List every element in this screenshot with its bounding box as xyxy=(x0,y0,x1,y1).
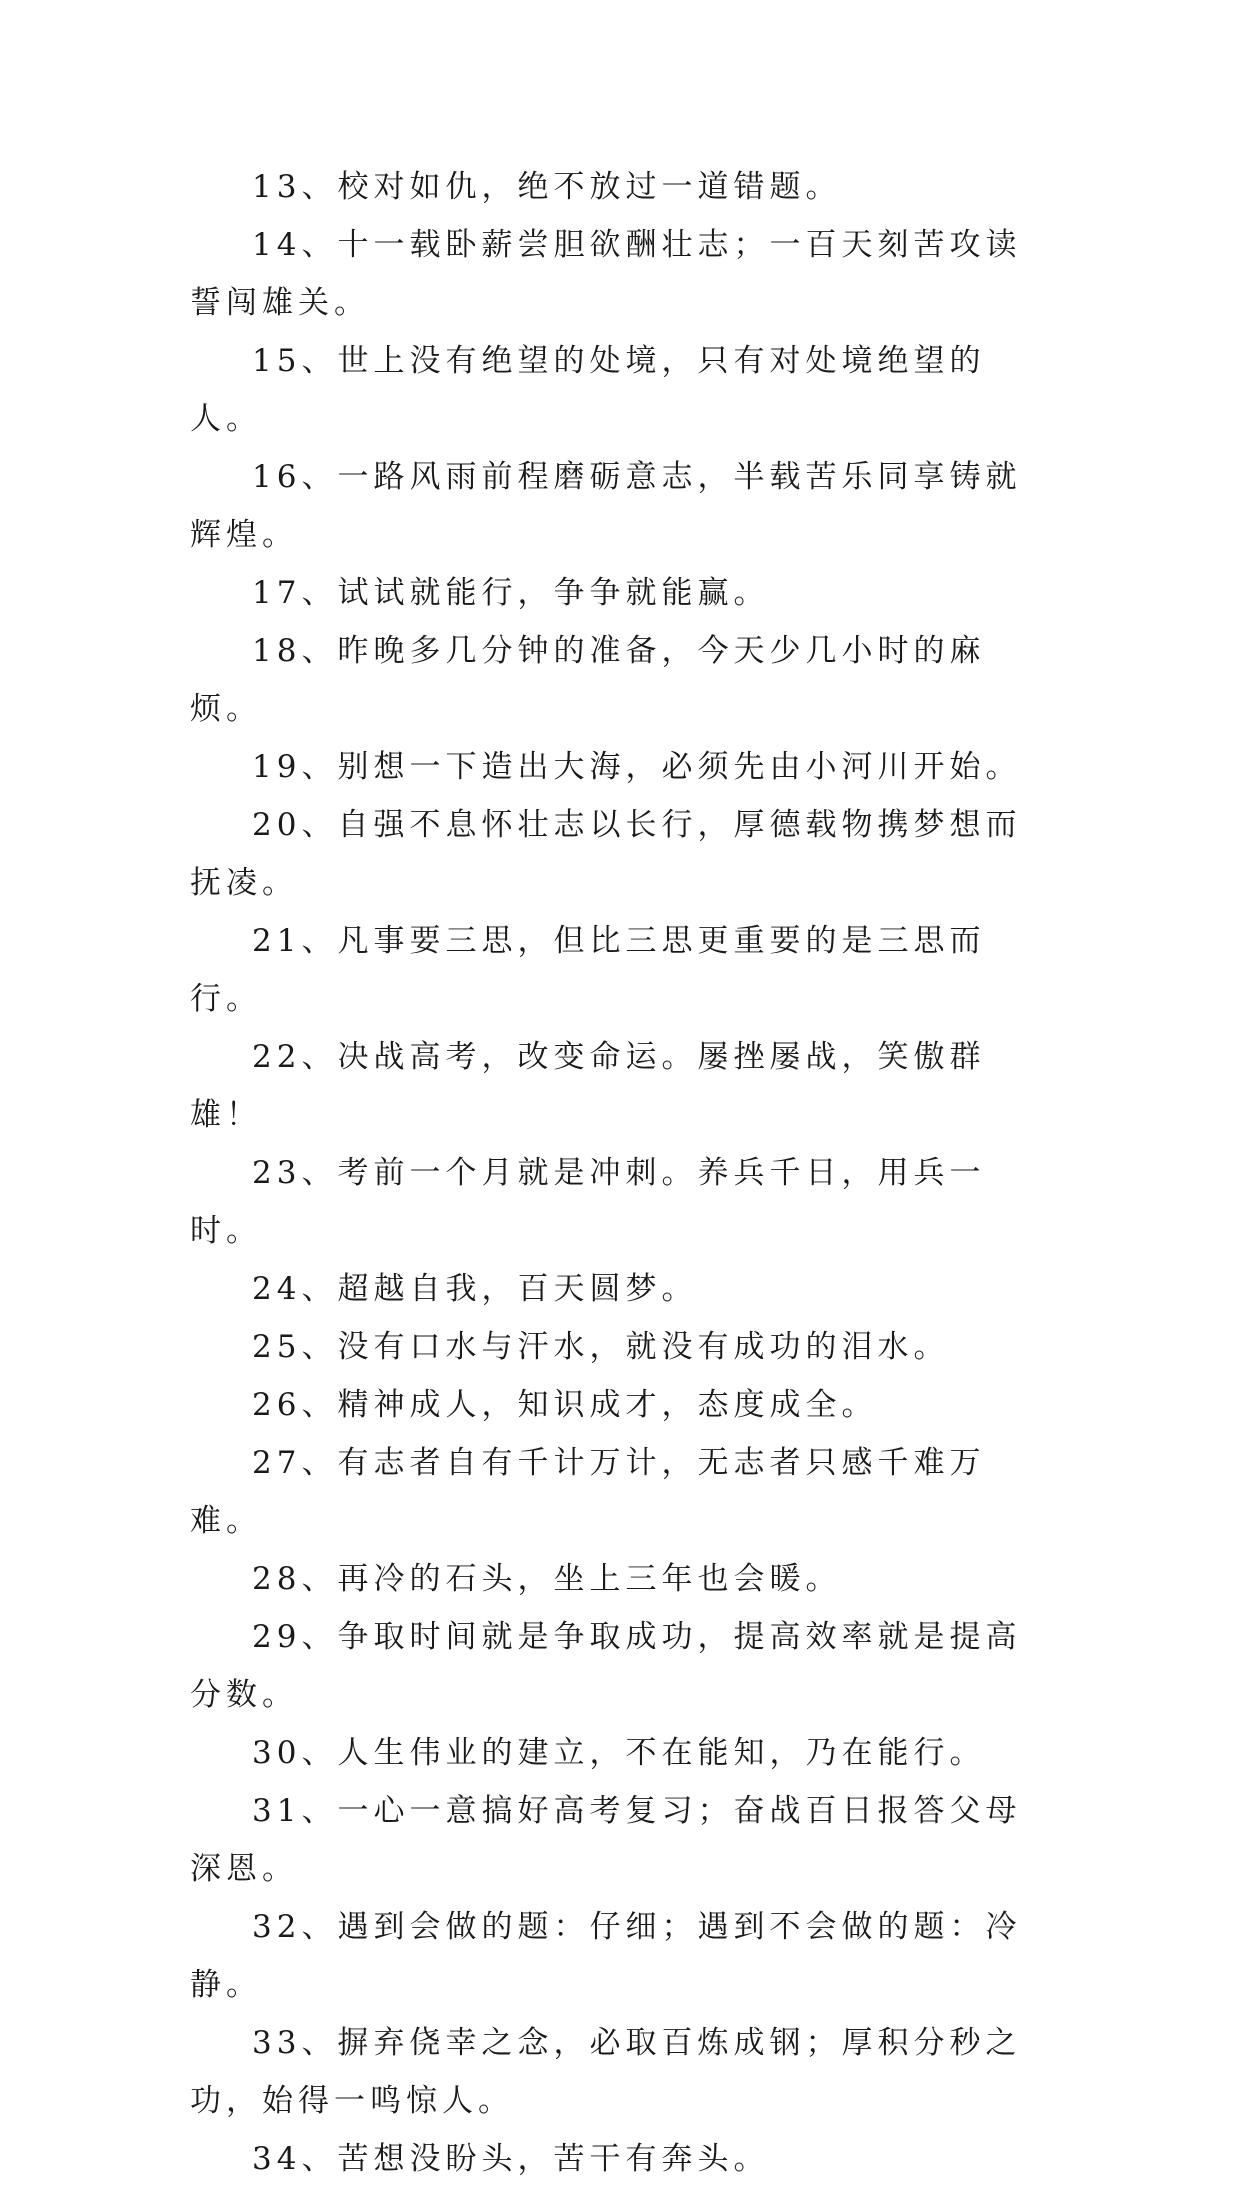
paragraph-23: 23、考前一个月就是冲刺。养兵千日，用兵一时。 xyxy=(190,1155,986,1249)
document-body xyxy=(190,158,1050,2188)
paragraph-21: 21、凡事要三思，但比三思更重要的是三思而行。 xyxy=(190,923,986,1017)
paragraph-32: 32、遇到会做的题：仔细；遇到不会做的题：冷静。 xyxy=(190,1909,1022,2003)
paragraph-33: 33、摒弃侥幸之念，必取百炼成钢；厚积分秒之功，始得一鸣惊人。 xyxy=(190,2025,1022,2119)
paragraph-28: 28、再冷的石头，坐上三年也会暖。 xyxy=(252,1561,842,1597)
paragraph-14: 14、十一载卧薪尝胆欲酬壮志；一百天刻苦攻读誓闯雄关。 xyxy=(190,227,1022,321)
paragraph-22: 22、决战高考，改变命运。屡挫屡战，笑傲群雄！ xyxy=(190,1039,986,1133)
paragraph-31: 31、一心一意搞好高考复习；奋战百日报答父母深恩。 xyxy=(190,1793,1022,1887)
paragraph-19: 19、别想一下造出大海，必须先由小河川开始。 xyxy=(252,749,1022,785)
paragraph-29: 29、争取时间就是争取成功，提高效率就是提高分数。 xyxy=(190,1619,1022,1713)
paragraph-30: 30、人生伟业的建立，不在能知，乃在能行。 xyxy=(252,1735,986,1771)
paragraph-24: 24、超越自我，百天圆梦。 xyxy=(252,1271,698,1307)
paragraph-34: 34、苦想没盼头，苦干有奔头。 xyxy=(252,2141,770,2177)
paragraph-20: 20、自强不息怀壮志以长行，厚德载物携梦想而抚凌。 xyxy=(190,807,1022,901)
paragraph-25: 25、没有口水与汗水，就没有成功的泪水。 xyxy=(252,1329,950,1365)
paragraph-16: 16、一路风雨前程磨砺意志，半载苦乐同享铸就辉煌。 xyxy=(190,459,1022,553)
paragraph-13: 13、校对如仇，绝不放过一道错题。 xyxy=(252,169,842,205)
paragraph-26: 26、精神成人，知识成才，态度成全。 xyxy=(252,1387,878,1423)
paragraph-17: 17、试试就能行，争争就能赢。 xyxy=(252,575,770,611)
paragraph-27: 27、有志者自有千计万计，无志者只感千难万难。 xyxy=(190,1445,986,1539)
paragraph-15: 15、世上没有绝望的处境，只有对处境绝望的人。 xyxy=(190,343,986,437)
paragraph-18: 18、昨晚多几分钟的准备，今天少几小时的麻烦。 xyxy=(190,633,986,727)
